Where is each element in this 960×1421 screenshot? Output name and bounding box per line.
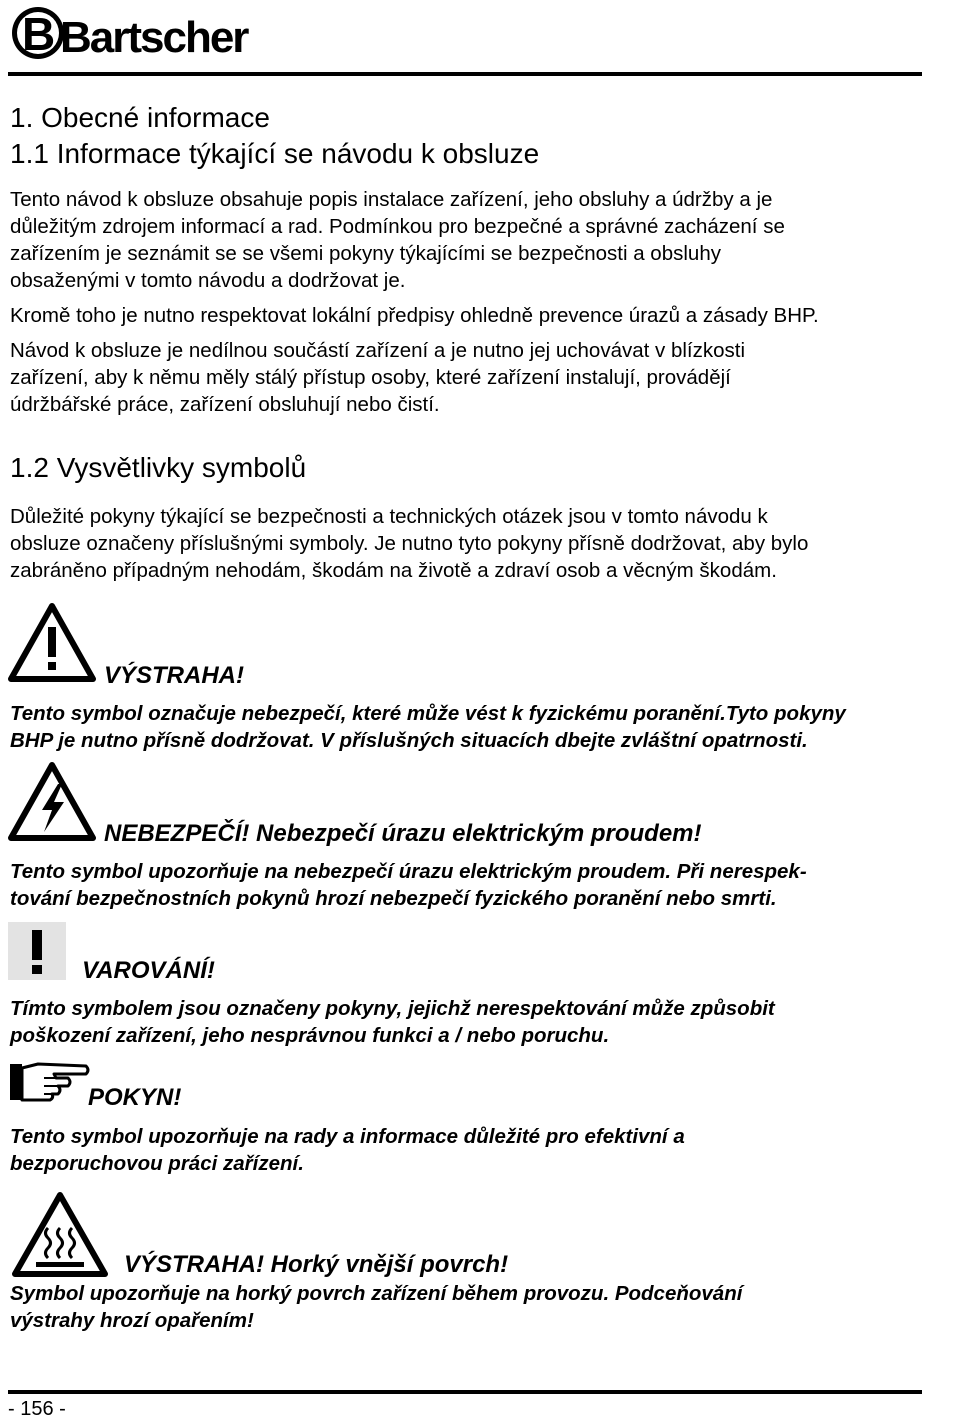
paragraph-storage <box>10 337 940 418</box>
danger-text <box>10 858 807 912</box>
text-line: zařízení, aby k němu měly stálý přístup osoby, které zařízení instalují, provádějí <box>10 366 731 389</box>
text-line: obsluze označeny příslušnými symboly. Je nutno tyto pokyny přísně dodržovat, aby bylo <box>10 532 809 555</box>
text-line: Tímto symbolem jsou označeny pokyny, jejichž nerespektování může způsobit <box>10 997 775 1020</box>
caution-title: VAROVÁNÍ! <box>82 957 215 984</box>
warning-title: VÝSTRAHA! <box>104 662 245 689</box>
paragraph-symbols-intro <box>10 503 940 584</box>
danger-title: NEBEZPEČÍ! Nebezpečí úrazu elektrickým proudem! <box>104 820 702 847</box>
warning-text <box>10 700 846 754</box>
text-line: výstrahy hrozí opařením! <box>10 1309 254 1332</box>
hot-surface-icon <box>12 1192 108 1278</box>
text-line: Tento symbol upozorňuje na nebezpečí úrazu elektrickým proudem. Při nerespek- <box>10 860 807 883</box>
text-line: zabráněno případným nehodám, škodám na životě a zdraví osob a věcným škodám. <box>10 559 777 582</box>
paragraph-bhp <box>10 302 940 329</box>
page-number: - 156 - <box>8 1398 66 1420</box>
brand-name: Bartscher <box>60 13 248 62</box>
text-line: Symbol upozorňuje na horký povrch zařízení během provozu. Podceňování <box>10 1282 743 1305</box>
text-line: důležitým zdrojem informací a rad. Podmínkou pro bezpečné a správné zacházení se <box>10 215 785 238</box>
text-line: BHP je nutno přísně dodržovat. V příslušných situacích dbejte zvláštní opatrnosti. <box>10 729 808 752</box>
section-title: 1. Obecné informace <box>10 102 270 133</box>
note-text <box>10 1123 685 1177</box>
subsection-title: 1.2 Vysvětlivky symbolů <box>10 452 307 483</box>
text-line: bezporuchovou práci zařízení. <box>10 1152 304 1175</box>
text-line: tování bezpečnostních pokynů hrozí nebezpečí fyzického poranění nebo smrti. <box>10 887 777 910</box>
text-line: poškození zařízení, jeho nesprávnou funkci a / nebo poruchu. <box>10 1024 610 1047</box>
pointing-hand-icon <box>8 1060 90 1104</box>
text-line: obsaženými v tomto návodu a dodržovat je. <box>10 269 406 292</box>
text-line: zařízením je seznámit se se všemi pokyny týkajícími se bezpečnosti a obsluhy <box>10 242 721 265</box>
text-line: Tento návod k obsluze obsahuje popis instalace zařízení, jeho obsluhy a údržby a je <box>10 188 773 211</box>
footer-rule <box>8 1390 922 1394</box>
header-rule <box>8 72 922 76</box>
svg-text:B: B <box>22 8 56 60</box>
bartscher-logo <box>8 2 248 62</box>
text-line: Kromě toho je nutno respektovat lokální předpisy ohledně prevence úrazů a zásady BHP. <box>10 304 819 327</box>
electric-hazard-icon <box>8 762 96 842</box>
text-line: údržbářské práce, zařízení obsluhují nebo čistí. <box>10 393 440 416</box>
text-line: Tento symbol označuje nebezpečí, které může vést k fyzickému poranění.Tyto pokyny <box>10 702 846 725</box>
exclamation-icon <box>8 922 66 980</box>
paragraph-intro <box>10 186 940 294</box>
caution-text <box>10 995 775 1049</box>
hot-surface-text <box>10 1280 742 1334</box>
subsection-title: 1.1 Informace týkající se návodu k obsluze <box>10 138 540 169</box>
text-line: Důležité pokyny týkající se bezpečnosti a technických otázek jsou v tomto návodu k <box>10 505 768 528</box>
warning-triangle-icon <box>8 603 96 683</box>
hot-surface-title: VÝSTRAHA! Horký vnější povrch! <box>124 1251 509 1278</box>
text-line: Návod k obsluze je nedílnou součástí zařízení a je nutno jej uchovávat v blízkosti <box>10 339 746 362</box>
note-title: POKYN! <box>88 1084 182 1111</box>
text-line: Tento symbol upozorňuje na rady a informace důležité pro efektivní a <box>10 1125 685 1148</box>
